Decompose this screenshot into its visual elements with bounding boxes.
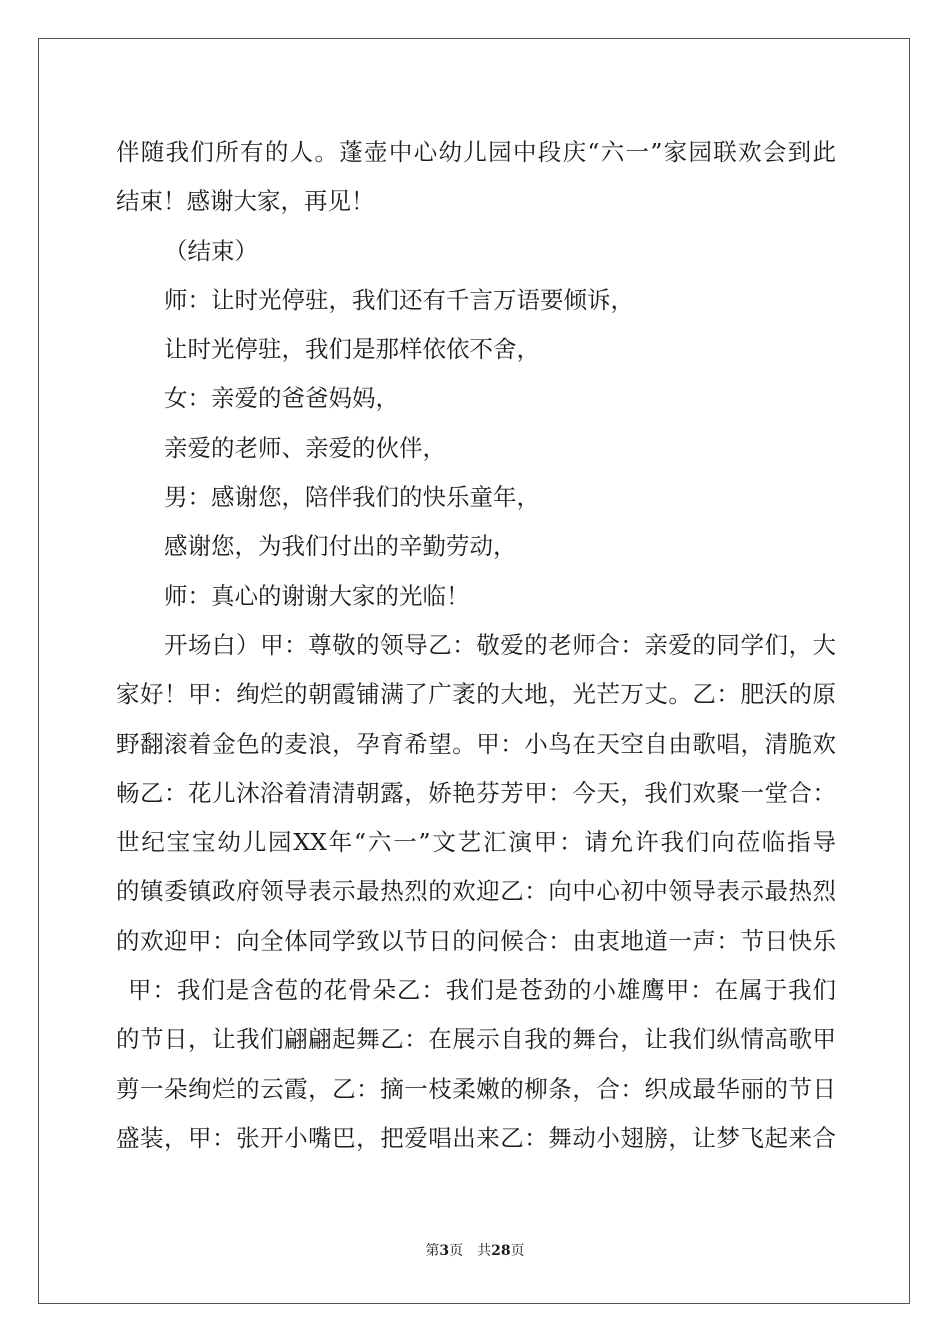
total-suffix: 页 [510,1243,525,1259]
page-prefix: 第 [425,1243,440,1259]
text-line: 甲：我们是含苞的花骨朵乙：我们是苍劲的小雄鹰甲：在属于我们 [128,976,836,1005]
text-line: 开场白）甲：尊敬的领导乙：敬爱的老师合：亲爱的同学们，大 [164,630,836,659]
text-line: 女：亲爱的爸爸妈妈， [164,384,399,413]
text-line: （结束） [164,236,258,265]
text-line: 伴随我们所有的人。蓬壶中心幼儿园中段庆“六一”家园联欢会到此 [116,138,836,166]
text-line: 师：真心的谢谢大家的光临！ [164,581,470,610]
text-line: 盛装，甲：张开小嘴巴，把爱唱出来乙：舞动小翅膀，让梦飞起来合 [116,1123,836,1152]
document-body [116,128,836,1163]
total-pages: 28 [491,1243,511,1259]
text-line: 野翻滚着金色的麦浪，孕育希望。甲：小鸟在天空自由歌唱，清脆欢 [116,729,836,758]
text-line: 让时光停驻，我们是那样依依不舍， [164,335,540,364]
text-line: 结束！感谢大家，再见！ [116,187,375,216]
text-line: 的镇委镇政府领导表示最热烈的欢迎乙：向中心初中领导表示最热烈 [116,877,836,906]
text-line: 家好！甲：绚烂的朝霞铺满了广袤的大地，光芒万丈。乙：肥沃的原 [116,680,836,709]
total-prefix: 共 [477,1243,492,1259]
text-line: 亲爱的老师、亲爱的伙伴， [164,433,446,462]
page-footer [0,1240,950,1260]
text-line: 畅乙：花儿沐浴着清清朝露，娇艳芬芳甲：今天，我们欢聚一堂合： [116,778,836,807]
text-line: 男：感谢您，陪伴我们的快乐童年， [164,483,540,512]
text-line: 的欢迎甲：向全体同学致以节日的问候合：由衷地道一声：节日快乐 [116,926,836,955]
text-line: 的节日，让我们翩翩起舞乙：在展示自我的舞台，让我们纵情高歌甲 [116,1025,836,1054]
text-line: 世纪宝宝幼儿园XX年“六一”文艺汇演甲：请允许我们向莅临指导 [116,828,836,857]
page-number: 3 [439,1243,450,1259]
page-suffix: 页 [449,1243,464,1259]
text-line: 师：让时光停驻，我们还有千言万语要倾诉， [164,285,634,314]
text-line: 剪一朵绚烂的云霞，乙：摘一枝柔嫩的柳条，合：织成最华丽的节日 [116,1074,836,1103]
text-line: 感谢您，为我们付出的辛勤劳动， [164,532,517,561]
